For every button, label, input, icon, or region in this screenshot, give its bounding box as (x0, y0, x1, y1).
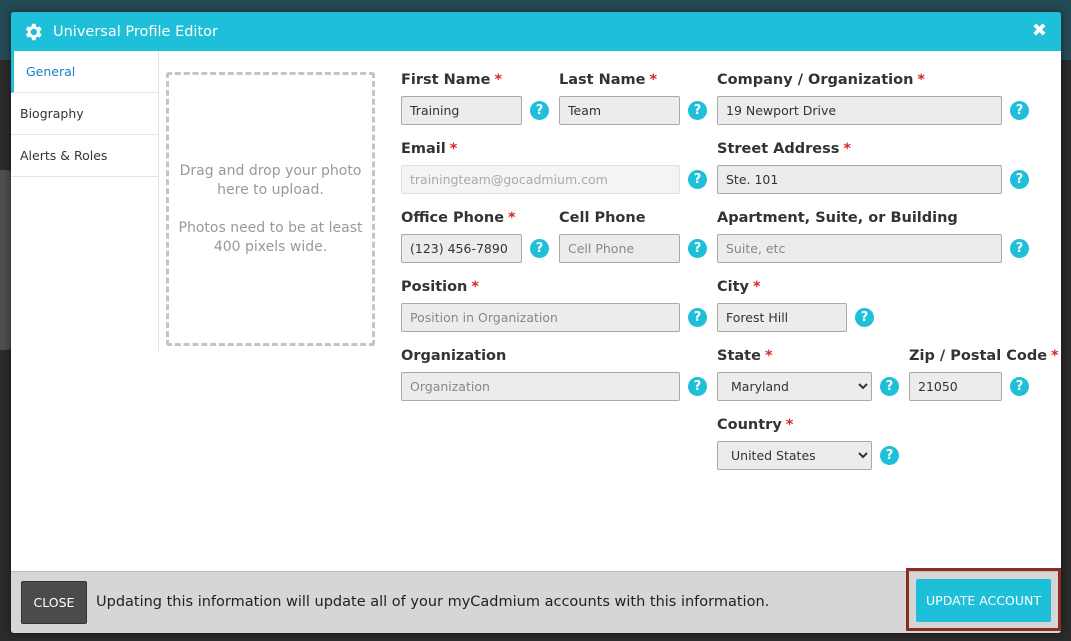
footer-note: Updating this information will update all of your myCadmium accounts with this information. (96, 594, 770, 610)
first-name-field (401, 72, 549, 125)
sidebar-item-label: Biography (20, 106, 84, 121)
modal-footer (11, 571, 1061, 633)
email-field (401, 141, 707, 194)
street-address-label: Street Address (717, 141, 840, 157)
street-address-input[interactable] (717, 165, 1002, 194)
position-label: Position (401, 279, 468, 295)
sidebar-item-alerts-roles[interactable] (11, 135, 158, 177)
help-icon[interactable]: ? (880, 446, 899, 465)
country-select[interactable] (717, 441, 872, 470)
cell-phone-field (559, 210, 707, 263)
help-icon[interactable]: ? (855, 308, 874, 327)
update-account-button[interactable]: UPDATE ACCOUNT (916, 579, 1051, 622)
sidebar-item-label: Alerts & Roles (20, 148, 108, 163)
street-address-field (717, 141, 1029, 194)
required-marker: * (753, 279, 761, 295)
sidebar-item-biography[interactable] (11, 93, 158, 135)
cell-phone-input[interactable] (559, 234, 680, 263)
help-icon[interactable]: ? (1010, 170, 1029, 189)
zip-label: Zip / Postal Code (909, 348, 1048, 364)
office-phone-label: Office Phone (401, 210, 505, 226)
help-icon[interactable]: ? (1010, 239, 1029, 258)
organization-input[interactable] (401, 372, 680, 401)
position-field (401, 279, 707, 332)
help-icon[interactable]: ? (530, 101, 549, 120)
help-icon[interactable]: ? (1010, 377, 1029, 396)
sidebar-item-general[interactable] (11, 51, 158, 93)
apartment-field (717, 210, 1029, 263)
help-icon[interactable]: ? (530, 239, 549, 258)
help-icon[interactable]: ? (688, 101, 707, 120)
office-phone-field (401, 210, 549, 263)
required-marker: * (494, 72, 503, 88)
last-name-field (559, 72, 707, 125)
state-label: State (717, 348, 761, 364)
state-field (717, 348, 899, 401)
office-phone-input[interactable] (401, 234, 522, 263)
sidebar (11, 51, 159, 351)
dropzone-instruction: Drag and drop your photo here to upload. (179, 162, 362, 198)
city-field (717, 279, 874, 332)
zip-input[interactable] (909, 372, 1002, 401)
close-icon[interactable]: ✖ (1031, 20, 1047, 41)
dropzone-requirement: Photos need to be at least 400 pixels wide. (178, 219, 363, 255)
required-marker: * (785, 417, 794, 433)
cell-phone-label: Cell Phone (559, 210, 646, 226)
company-field (717, 72, 1029, 125)
apartment-input[interactable] (717, 234, 1002, 263)
required-marker: * (843, 141, 851, 157)
help-icon[interactable]: ? (688, 308, 707, 327)
gear-icon (22, 21, 44, 43)
first-name-input[interactable] (401, 96, 522, 125)
country-field (717, 417, 899, 470)
position-input[interactable] (401, 303, 680, 332)
help-icon[interactable]: ? (688, 170, 707, 189)
city-label: City (717, 279, 749, 295)
help-icon[interactable]: ? (1010, 101, 1029, 120)
help-icon[interactable]: ? (688, 377, 707, 396)
country-label: Country (717, 417, 782, 433)
modal-title: Universal Profile Editor (53, 23, 218, 40)
required-marker: * (508, 210, 516, 226)
profile-editor-modal (11, 12, 1061, 633)
required-marker: * (649, 72, 658, 88)
modal-header (11, 12, 1061, 51)
close-button[interactable]: CLOSE (21, 581, 87, 624)
first-name-label: First Name (401, 72, 491, 88)
last-name-label: Last Name (559, 72, 646, 88)
company-label: Company / Organization (717, 72, 914, 88)
photo-dropzone[interactable] (166, 72, 375, 346)
organization-label: Organization (401, 348, 507, 364)
city-input[interactable] (717, 303, 847, 332)
zip-field (909, 348, 1059, 401)
organization-field (401, 348, 707, 401)
help-icon[interactable]: ? (880, 377, 899, 396)
required-marker: * (764, 348, 773, 364)
email-input (401, 165, 680, 194)
company-input[interactable] (717, 96, 1002, 125)
required-marker: * (1051, 348, 1059, 364)
email-label: Email (401, 141, 446, 157)
last-name-input[interactable] (559, 96, 680, 125)
required-marker: * (471, 279, 479, 295)
state-select[interactable] (717, 372, 872, 401)
required-marker: * (917, 72, 925, 88)
required-marker: * (449, 141, 458, 157)
apartment-label: Apartment, Suite, or Building (717, 210, 958, 226)
help-icon[interactable]: ? (688, 239, 707, 258)
sidebar-item-label: General (26, 64, 76, 79)
